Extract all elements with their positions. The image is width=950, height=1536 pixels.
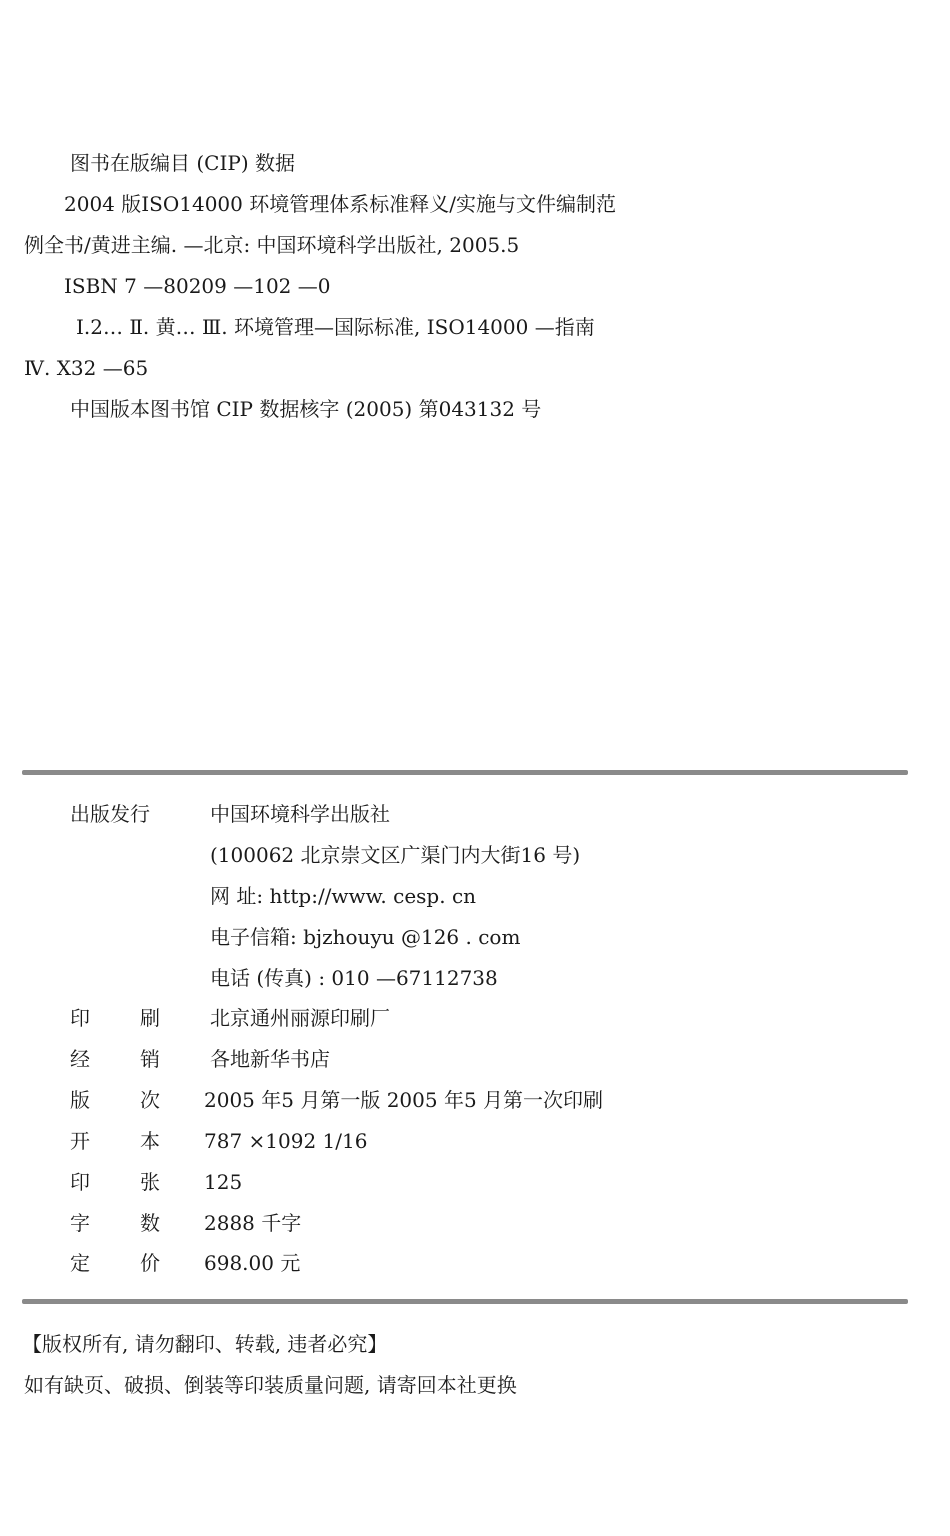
edition-label-1: 版 bbox=[70, 1088, 90, 1112]
publisher-website: 网 址: http://www. cesp. cn bbox=[210, 884, 477, 908]
publisher-value: 中国环境科学出版社 bbox=[210, 802, 390, 826]
copyright-notice: 【版权所有, 请勿翻印、转载, 违者必究】 bbox=[22, 1332, 388, 1356]
cip-isbn: ISBN 7 —80209 —102 —0 bbox=[64, 274, 331, 298]
cip-subjects: Ⅰ.2… Ⅱ. 黄… Ⅲ. 环境管理—国际标准, ISO14000 —指南 bbox=[76, 315, 595, 339]
replacement-notice: 如有缺页、破损、倒装等印装质量问题, 请寄回本社更换 bbox=[24, 1373, 517, 1397]
cip-title-line-2: 例全书/黄进主编. —北京: 中国环境科学出版社, 2005.5 bbox=[24, 233, 520, 257]
format-label-1: 开 bbox=[70, 1129, 90, 1153]
format-label-2: 本 bbox=[140, 1129, 160, 1153]
edition-value: 2005 年5 月第一版 2005 年5 月第一次印刷 bbox=[204, 1088, 604, 1112]
printer-label-2: 刷 bbox=[140, 1006, 160, 1030]
edition-label-2: 次 bbox=[140, 1088, 160, 1112]
sheets-label-1: 印 bbox=[70, 1170, 90, 1194]
distributor-value: 各地新华书店 bbox=[210, 1047, 330, 1071]
cip-title-line: 2004 版ISO14000 环境管理体系标准释义/实施与文件编制范 bbox=[64, 192, 616, 216]
price-label-2: 价 bbox=[140, 1251, 160, 1275]
publisher-email: 电子信箱: bjzhouyu @126 . com bbox=[210, 925, 521, 949]
price-value: 698.00 元 bbox=[204, 1251, 301, 1275]
publisher-phone: 电话 (传真) : 010 —67112738 bbox=[210, 966, 498, 990]
top-divider bbox=[22, 770, 908, 775]
distributor-label-2: 销 bbox=[140, 1047, 160, 1071]
printer-label-1: 印 bbox=[70, 1006, 90, 1030]
printer-value: 北京通州丽源印刷厂 bbox=[210, 1006, 390, 1030]
price-label-1: 定 bbox=[70, 1251, 90, 1275]
words-label-2: 数 bbox=[140, 1211, 160, 1235]
sheets-label-2: 张 bbox=[140, 1170, 160, 1194]
publisher-label: 出版发行 bbox=[70, 802, 150, 826]
format-value: 787 ×1092 1/16 bbox=[204, 1129, 368, 1153]
bottom-divider bbox=[22, 1299, 908, 1304]
words-label-1: 字 bbox=[70, 1211, 90, 1235]
distributor-label-1: 经 bbox=[70, 1047, 90, 1071]
cip-classification: Ⅳ. X32 —65 bbox=[24, 356, 149, 380]
words-value: 2888 千字 bbox=[204, 1211, 302, 1235]
cip-record: 中国版本图书馆 CIP 数据核字 (2005) 第043132 号 bbox=[70, 397, 542, 421]
sheets-value: 125 bbox=[204, 1170, 243, 1194]
cip-heading: 图书在版编目 (CIP) 数据 bbox=[70, 151, 295, 175]
publisher-address: (100062 北京崇文区广渠门内大街16 号) bbox=[210, 843, 581, 867]
